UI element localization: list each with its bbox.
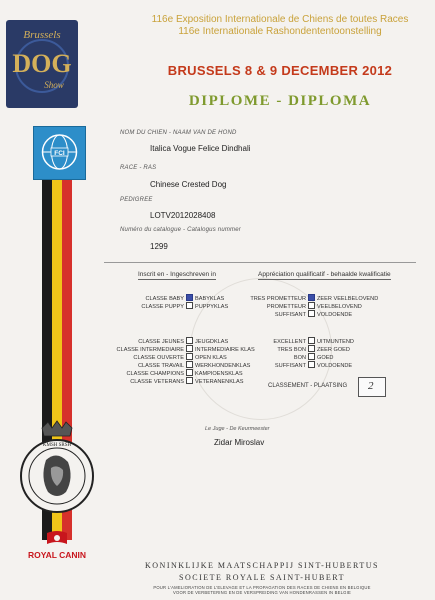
qualification-checkbox[interactable] — [308, 302, 315, 309]
class-key: CLASSE OUVERTE — [133, 355, 184, 361]
logo-top-text: Brussels — [23, 29, 61, 41]
qualification-key: EXCELLENT — [273, 339, 306, 345]
class-checkbox[interactable] — [186, 337, 193, 344]
qualification-option — [246, 310, 352, 318]
qualification-checkbox[interactable] — [308, 337, 315, 344]
qualification-label: GOED — [317, 355, 334, 361]
fci-label: FCI — [54, 149, 65, 157]
class-option — [104, 337, 228, 345]
diploma-title: DIPLOME - DIPLOMA — [188, 93, 372, 109]
society-footer-nl: VOOR DE VERBETERING EN DE VERSPREIDING VAN HONDENRASSEN IN BELGIE — [173, 590, 351, 595]
class-checkbox[interactable] — [186, 302, 193, 309]
qualification-checkbox[interactable] — [308, 310, 315, 317]
qualification-heading: Appréciation qualificatif - behaalde kwalificatie — [258, 271, 391, 278]
class-option — [104, 345, 255, 353]
class-key: CLASSE CHAMPIONS — [126, 371, 184, 377]
royal-canin-text: ROYAL CANIN — [27, 550, 87, 560]
qualification-label: VOLDOENDE — [317, 312, 353, 318]
ranking-value: 2 — [368, 380, 374, 392]
logo-main-text: DOG — [12, 49, 72, 78]
class-checkbox[interactable] — [186, 353, 193, 360]
class-label: VETERANENKLAS — [195, 379, 244, 385]
header-line-nl: 116e Internationale Rashondententoonstelling — [178, 26, 382, 37]
qualification-checkbox[interactable] — [308, 294, 315, 301]
society-name-nl: KONINKLIJKE MAATSCHAPPIJ SINT-HUBERTUS — [144, 561, 379, 570]
class-key: CLASSE TRAVAIL — [137, 363, 184, 369]
class-label: PUPPYKLAS — [195, 304, 229, 310]
class-label: JEUGDKLAS — [195, 339, 229, 345]
qualification-option — [246, 294, 378, 302]
fci-badge — [33, 126, 86, 180]
dog-name-value: Italica Vogue Felice Dindhali — [150, 144, 251, 153]
class-checkbox[interactable] — [186, 377, 193, 384]
qualification-key: TRES PROMETTEUR — [250, 296, 306, 302]
qualification-option — [246, 302, 362, 310]
class-key: CLASSE PUPPY — [141, 304, 184, 310]
class-key: CLASSE VETERANS — [130, 379, 184, 385]
qualification-label: VEELBELOVEND — [317, 304, 362, 310]
qualification-checkbox[interactable] — [308, 361, 315, 368]
royal-canin-logo — [18, 530, 96, 566]
breed-value: Chinese Crested Dog — [150, 180, 227, 189]
emblem-letters: KMSH SRSH — [42, 443, 72, 448]
class-label: OPEN KLAS — [195, 355, 227, 361]
class-key: CLASSE BABY — [145, 296, 184, 302]
qualification-option — [246, 353, 333, 361]
class-option — [104, 361, 250, 369]
qualification-option — [246, 337, 354, 345]
brussels-dog-show-logo — [6, 20, 78, 108]
class-key: CLASSE JEUNES — [138, 339, 184, 345]
header-line-fr: 116e Exposition Internationale de Chiens de toutes Races — [151, 14, 409, 25]
class-checkbox[interactable] — [186, 294, 193, 301]
class-label: WERKHONDENKLAS — [195, 363, 251, 369]
class-checkbox[interactable] — [186, 345, 193, 352]
saint-hubert-emblem — [16, 420, 98, 520]
qualification-checkbox[interactable] — [308, 345, 315, 352]
pedigree-value: LOTV2012028408 — [150, 211, 216, 220]
class-checkbox[interactable] — [186, 361, 193, 368]
divider — [104, 262, 416, 263]
society-name-fr: SOCIETE ROYALE SAINT-HUBERT — [179, 573, 345, 582]
qualification-label: ZEER GOED — [317, 347, 350, 353]
society-footer — [104, 585, 420, 595]
qualification-key: SUFFISANT — [274, 363, 306, 369]
society-footer-fr: POUR L'AMELIORATION DE L'ELEVAGE ET LA PROPAGATION DES RACES DE CHIENS EN BELGIQUE — [153, 585, 371, 590]
qualification-label: VOLDOENDE — [317, 363, 353, 369]
class-option — [104, 353, 227, 361]
qualification-option — [246, 345, 350, 353]
qualification-key: TRES BON — [277, 347, 306, 353]
qualification-key: SUFFISANT — [274, 312, 306, 318]
pedigree-label: PEDIGREE — [120, 197, 153, 203]
ranking-label: CLASSEMENT - PLAATSING — [268, 383, 348, 389]
qualification-key: PROMETTEUR — [266, 304, 306, 310]
catalogue-number-value: 1299 — [150, 242, 168, 251]
judge-label: Le Juge - De Keurmeester — [205, 426, 270, 432]
class-checkbox[interactable] — [186, 369, 193, 376]
breed-label: RACE - RAS — [120, 165, 157, 171]
qualification-option — [246, 361, 352, 369]
class-option — [104, 377, 244, 385]
class-label: BABYKLAS — [195, 296, 225, 302]
event-dates: BRUSSELS 8 & 9 DECEMBER 2012 — [167, 63, 393, 78]
judge-name: Zidar Miroslav — [214, 438, 265, 447]
class-label: KAMPIOENSKLAS — [195, 371, 243, 377]
qualification-label: UITMUNTEND — [317, 339, 354, 345]
qualification-checkbox[interactable] — [308, 353, 315, 360]
entered-in-heading: Inscrit en - Ingeschreven in — [138, 271, 217, 278]
class-label: INTERMEDIAIRE KLAS — [195, 347, 255, 353]
class-option — [104, 369, 243, 377]
class-option — [124, 302, 228, 310]
catalogue-number-label: Numéro du catalogue - Catalogus nummer — [120, 227, 241, 233]
qualification-key: BON — [293, 355, 306, 361]
logo-sub-text: Show — [44, 80, 64, 90]
dog-name-label: NOM DU CHIEN - NAAM VAN DE HOND — [120, 130, 237, 136]
class-option — [124, 294, 224, 302]
qualification-label: ZEER VEELBELOVEND — [317, 296, 379, 302]
class-key: CLASSE INTERMEDIAIRE — [116, 347, 184, 353]
